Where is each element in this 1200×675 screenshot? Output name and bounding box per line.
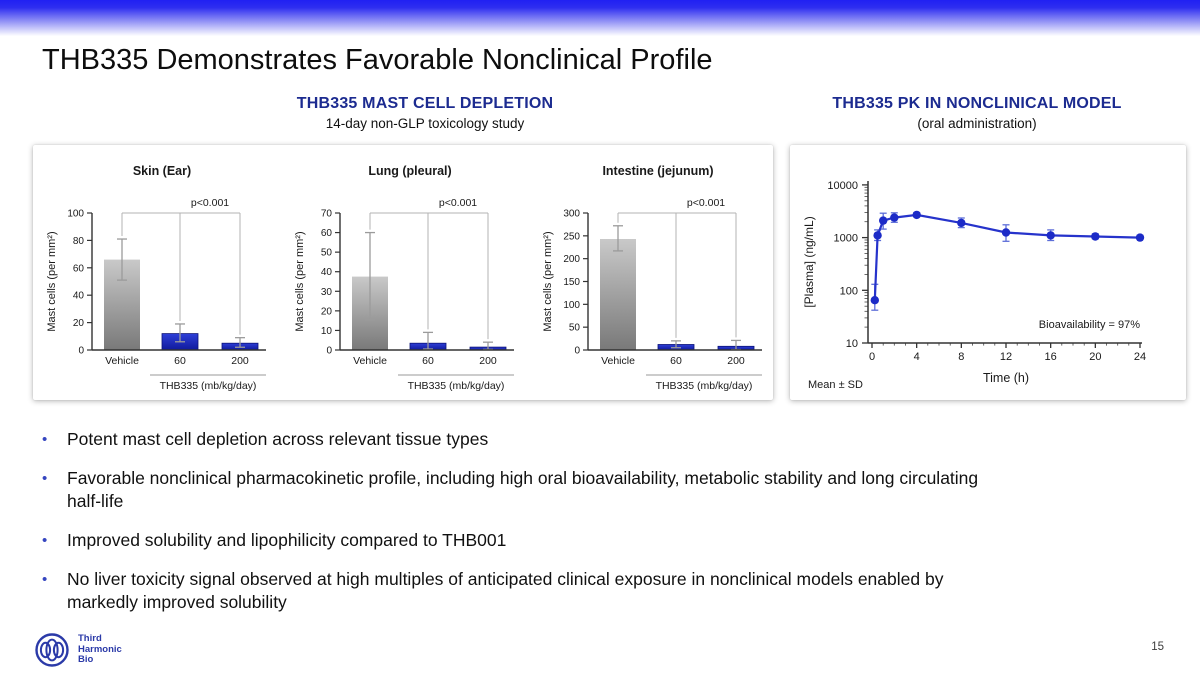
pk-subheading: (oral administration) xyxy=(917,116,1037,131)
bullet-item xyxy=(42,568,1002,615)
y-axis-label: Mast cells (per mm²) xyxy=(294,231,306,332)
x-tick-label: 200 xyxy=(727,355,745,367)
y-tick-label: 40 xyxy=(320,267,332,279)
mast-cell-heading: THB335 MAST CELL DEPLETION xyxy=(296,95,554,112)
x-tick-label: 16 xyxy=(1044,351,1057,363)
x-tick-label: Vehicle xyxy=(601,355,635,367)
company-logo xyxy=(33,631,122,669)
x-tick-label: 60 xyxy=(174,355,186,367)
bullet-list xyxy=(42,428,1002,630)
bullet-text: Favorable nonclinical pharmacokinetic profile, including high oral bioavailability, metabolic stability and long circulating half-life xyxy=(67,467,979,512)
pk-section-header xyxy=(790,95,1164,131)
y-axis-label: Mast cells (per mm²) xyxy=(542,231,554,332)
y-tick-label: 80 xyxy=(72,235,84,247)
y-axis-label: [Plasma] (ng/mL) xyxy=(802,216,816,308)
y-tick-label: 60 xyxy=(72,263,84,275)
bullet-text: Potent mast cell depletion across relevant tissue types xyxy=(67,429,489,449)
logo-wordmark xyxy=(78,634,122,666)
bullet-item xyxy=(42,428,1002,452)
x-tick-label: Vehicle xyxy=(105,355,139,367)
p-value-label: p<0.001 xyxy=(686,197,726,209)
y-tick-label: 100 xyxy=(67,208,84,220)
data-point xyxy=(957,219,965,227)
bullet-text: Improved solubility and lipophilicity compared to THB001 xyxy=(67,529,507,550)
data-point xyxy=(1047,231,1055,239)
dose-group-label: THB335 (mb/kg/day) xyxy=(159,380,257,392)
bullet-icon: • xyxy=(42,431,48,448)
y-tick-label: 20 xyxy=(72,318,84,330)
y-tick-label: 10 xyxy=(845,338,858,350)
data-point xyxy=(1136,233,1144,241)
y-tick-label: 10000 xyxy=(827,179,858,192)
chart-title: Lung (pleural) xyxy=(368,164,452,178)
pk-profile-svg xyxy=(790,145,1186,400)
x-tick-label: 8 xyxy=(958,351,965,363)
bioavailability-annotation: Bioavailability = 97% xyxy=(1038,319,1140,331)
skin-ear-svg xyxy=(40,148,274,398)
pk-curve xyxy=(875,215,1140,300)
y-tick-label: 10 xyxy=(320,325,332,337)
data-point xyxy=(1002,228,1010,236)
x-tick-label: 4 xyxy=(913,351,920,363)
bullet-icon: • xyxy=(42,531,48,549)
y-tick-label: 1000 xyxy=(833,232,858,245)
bullet-item xyxy=(42,529,1002,553)
data-point xyxy=(1091,232,1099,240)
bar-vehicle xyxy=(600,239,636,350)
mast-cell-subheading: 14-day non-GLP toxicology study xyxy=(325,116,525,131)
x-tick-label: 24 xyxy=(1133,351,1147,363)
y-tick-label: 0 xyxy=(78,345,84,357)
y-tick-label: 300 xyxy=(563,208,580,220)
x-tick-label: 12 xyxy=(999,351,1013,363)
lung-pleural-chart xyxy=(288,148,522,398)
skin-ear-chart xyxy=(40,148,274,398)
y-tick-label: 70 xyxy=(320,208,332,220)
x-tick-label: 200 xyxy=(479,355,497,367)
y-tick-label: 40 xyxy=(72,290,84,302)
lung-pleural-svg xyxy=(288,148,522,398)
y-tick-label: 60 xyxy=(320,228,332,240)
y-tick-label: 50 xyxy=(568,322,580,334)
mast-cell-section-header xyxy=(55,95,795,131)
y-axis-label: Mast cells (per mm²) xyxy=(46,231,58,332)
x-tick-label: 60 xyxy=(422,355,434,367)
page-number: 15 xyxy=(1151,641,1164,653)
intestine-jejunum-chart xyxy=(536,148,770,398)
bullet-text: No liver toxicity signal observed at high multiples of anticipated clinical exposure in nonclinical models enabled by markedly improved solubility xyxy=(67,568,944,613)
logo-line: Third xyxy=(78,633,102,645)
pk-footnote: Mean ± SD xyxy=(808,379,863,391)
data-point xyxy=(873,231,881,239)
chart-title: Intestine (jejunum) xyxy=(602,164,714,178)
y-tick-label: 50 xyxy=(320,247,332,259)
x-axis-label: Time (h) xyxy=(982,371,1030,385)
y-tick-label: 30 xyxy=(320,286,332,298)
bullet-icon: • xyxy=(42,570,48,588)
p-value-label: p<0.001 xyxy=(438,197,478,209)
dose-group-label: THB335 (mb/kg/day) xyxy=(407,380,505,392)
pk-card xyxy=(790,145,1186,400)
y-tick-label: 20 xyxy=(320,306,332,318)
intestine-jejunum-svg xyxy=(536,148,770,398)
y-tick-label: 0 xyxy=(574,345,580,357)
y-tick-label: 150 xyxy=(563,277,580,288)
slide-title: THB335 Demonstrates Favorable Nonclinical Profile xyxy=(42,44,713,76)
x-tick-label: 200 xyxy=(231,355,249,367)
bullet-icon: • xyxy=(42,469,48,487)
x-tick-label: 20 xyxy=(1089,351,1102,363)
y-tick-label: 200 xyxy=(563,254,580,266)
x-tick-label: 60 xyxy=(670,355,682,367)
x-tick-label: 0 xyxy=(868,351,876,363)
y-tick-label: 0 xyxy=(326,345,332,357)
chart-title: Skin (Ear) xyxy=(132,164,192,178)
dose-group-label: THB335 (mb/kg/day) xyxy=(655,380,753,392)
pk-line-chart xyxy=(790,145,1186,400)
pk-heading: THB335 PK IN NONCLINICAL MODEL xyxy=(832,95,1122,112)
mast-cell-depletion-card xyxy=(33,145,773,400)
data-point xyxy=(871,296,879,304)
data-point xyxy=(890,213,898,221)
x-tick-label: Vehicle xyxy=(353,355,387,367)
y-tick-label: 100 xyxy=(839,285,858,298)
y-tick-label: 250 xyxy=(563,231,580,243)
third-harmonic-bio-logo-icon xyxy=(33,631,71,669)
top-gradient-bar xyxy=(0,0,1200,38)
data-point xyxy=(913,211,921,219)
logo-line: Harmonic xyxy=(78,643,122,655)
p-value-label: p<0.001 xyxy=(190,197,230,209)
logo-line: Bio xyxy=(78,654,94,666)
y-tick-label: 100 xyxy=(563,299,580,311)
data-point xyxy=(879,216,887,224)
bullet-item xyxy=(42,467,1002,514)
